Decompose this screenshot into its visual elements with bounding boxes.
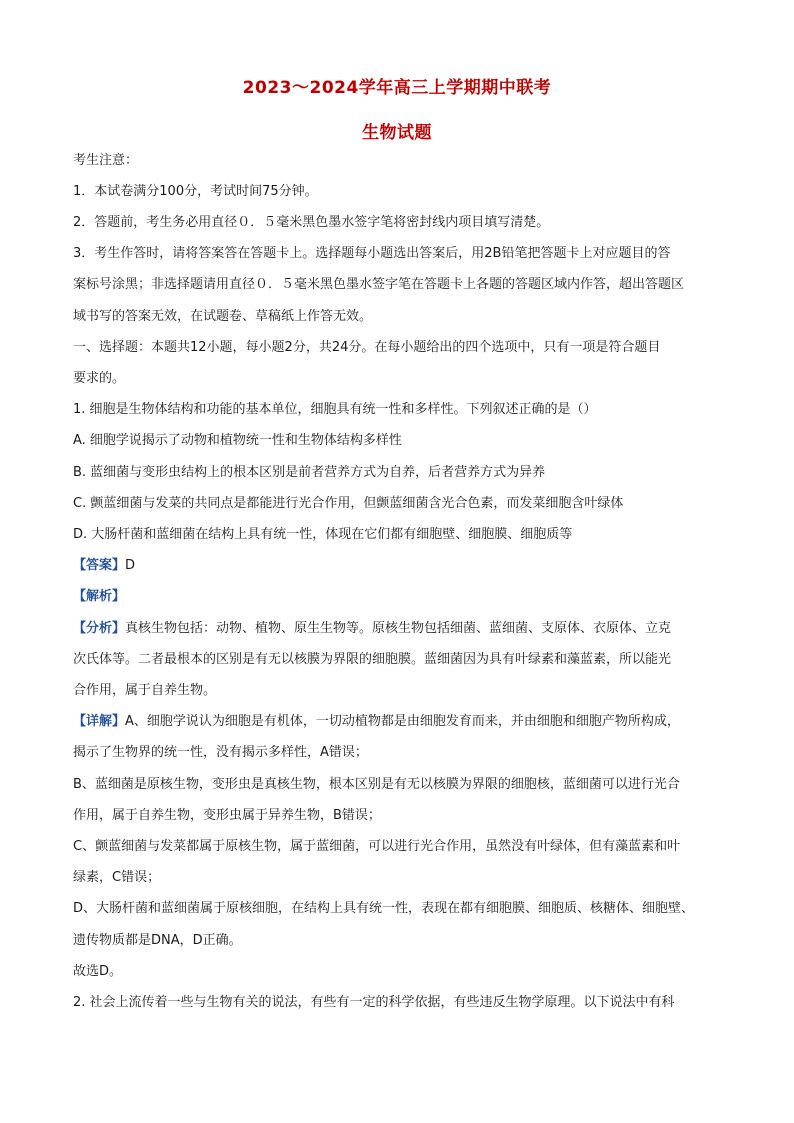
xiangjie-line-a1 (73, 713, 723, 731)
question-1-option-c: C. 颤蓝细菌与发菜的共同点是都能进行光合作用，但颤蓝细菌含光合色素，而发菜细胞含叶绿体 (73, 496, 624, 511)
analysis-row (73, 588, 723, 606)
xiangjie-text-a1: A、细胞学说认为细胞是有机体，一切动植物都是由细胞发育而来，并由细胞和细胞产物所构成， (125, 714, 680, 729)
note-item-3-line-2: 案标号涂黑；非选择题请用直径０．５毫米黑色墨水签字笔在答题卡上各题的答题区域内作答，超出答题区 (73, 277, 685, 292)
fenxi-line-1 (73, 620, 723, 638)
note-item-3-line-1: 3．考生作答时，请将答案答在答题卡上。选择题每小题选出答案后，用2B铅笔把答题卡上对应题目的答 (73, 246, 671, 261)
section-heading-line-1: 一、选择题：本题共12小题，每小题2分，共24分。在每小题给出的四个选项中，只有一项是符合题目 (73, 340, 661, 355)
xiangjie-line-d1: D、大肠杆菌和蓝细菌属于原核细胞，在结构上具有统一性，表现在都有细胞膜、细胞质、核糖体、细胞壁、 (73, 901, 695, 916)
section-heading-line-2: 要求的。 (73, 371, 126, 386)
xiangjie-line-a2: 揭示了生物界的统一性，没有揭示多样性，A错误； (73, 745, 368, 760)
conclusion-line: 故选D。 (73, 964, 123, 979)
answer-tag: 【答案】 (73, 558, 126, 573)
xiangjie-line-c1: C、颤蓝细菌与发菜都属于原核生物，属于蓝细菌，可以进行光合作用，虽然没有叶绿体，但有藻蓝素和叶 (73, 839, 681, 854)
xiangjie-line-d2: 遗传物质都是DNA，D正确。 (73, 933, 242, 948)
xiangjie-line-c2: 绿素，C错误； (73, 870, 161, 885)
question-1-option-b: B. 蓝细菌与变形虫结构上的根本区别是前者营养方式为自养，后者营养方式为异养 (73, 465, 546, 480)
fenxi-text-1: 真核生物包括：动物、植物、原生生物等。原核生物包括细菌、蓝细菌、支原体、衣原体、立克 (125, 621, 672, 636)
fenxi-line-3: 合作用，属于自养生物。 (73, 683, 217, 698)
notes-heading: 考生注意： (73, 153, 139, 168)
exam-title: 2023～2024学年高三上学期期中联考 (242, 78, 552, 98)
question-1-option-a: A. 细胞学说揭示了动物和植物统一性和生物体结构多样性 (73, 433, 402, 448)
note-item-3-line-3: 域书写的答案无效，在试题卷、草稿纸上作答无效。 (73, 309, 373, 324)
note-item-1: 1．本试卷满分100分，考试时间75分钟。 (73, 184, 318, 199)
question-1-option-d: D. 大肠杆菌和蓝细菌在结构上具有统一性，体现在它们都有细胞壁、细胞膜、细胞质等 (73, 527, 573, 542)
analysis-tag: 【解析】 (73, 589, 126, 604)
note-item-2: 2．答题前，考生务必用直径０．５毫米黑色墨水签字笔将密封线内项目填写清楚。 (73, 215, 550, 230)
question-1-stem: 1. 细胞是生物体结构和功能的基本单位，细胞具有统一性和多样性。下列叙述正确的是（） (73, 402, 597, 417)
exam-subtitle: 生物试题 (362, 123, 432, 143)
fenxi-line-2: 次氏体等。二者最根本的区别是有无以核膜为界限的细胞膜。蓝细菌因为具有叶绿素和藻蓝素，所以能光 (73, 652, 672, 667)
fenxi-tag: 【分析】 (73, 621, 126, 636)
answer-value: D (125, 558, 136, 573)
xiangjie-line-b2: 作用，属于自养生物，变形虫属于异养生物，B错误； (73, 808, 381, 823)
answer-row (73, 557, 723, 575)
xiangjie-tag: 【详解】 (73, 714, 126, 729)
xiangjie-line-b1: B、蓝细菌是原核生物，变形虫是真核生物，根本区别是有无以核膜为界限的细胞核，蓝细菌可以进行光合 (73, 777, 680, 792)
question-2-stem-line-1: 2. 社会上流传着一些与生物有关的说法，有些有一定的科学依据，有些违反生物学原理。以下说法中有科 (73, 995, 675, 1010)
